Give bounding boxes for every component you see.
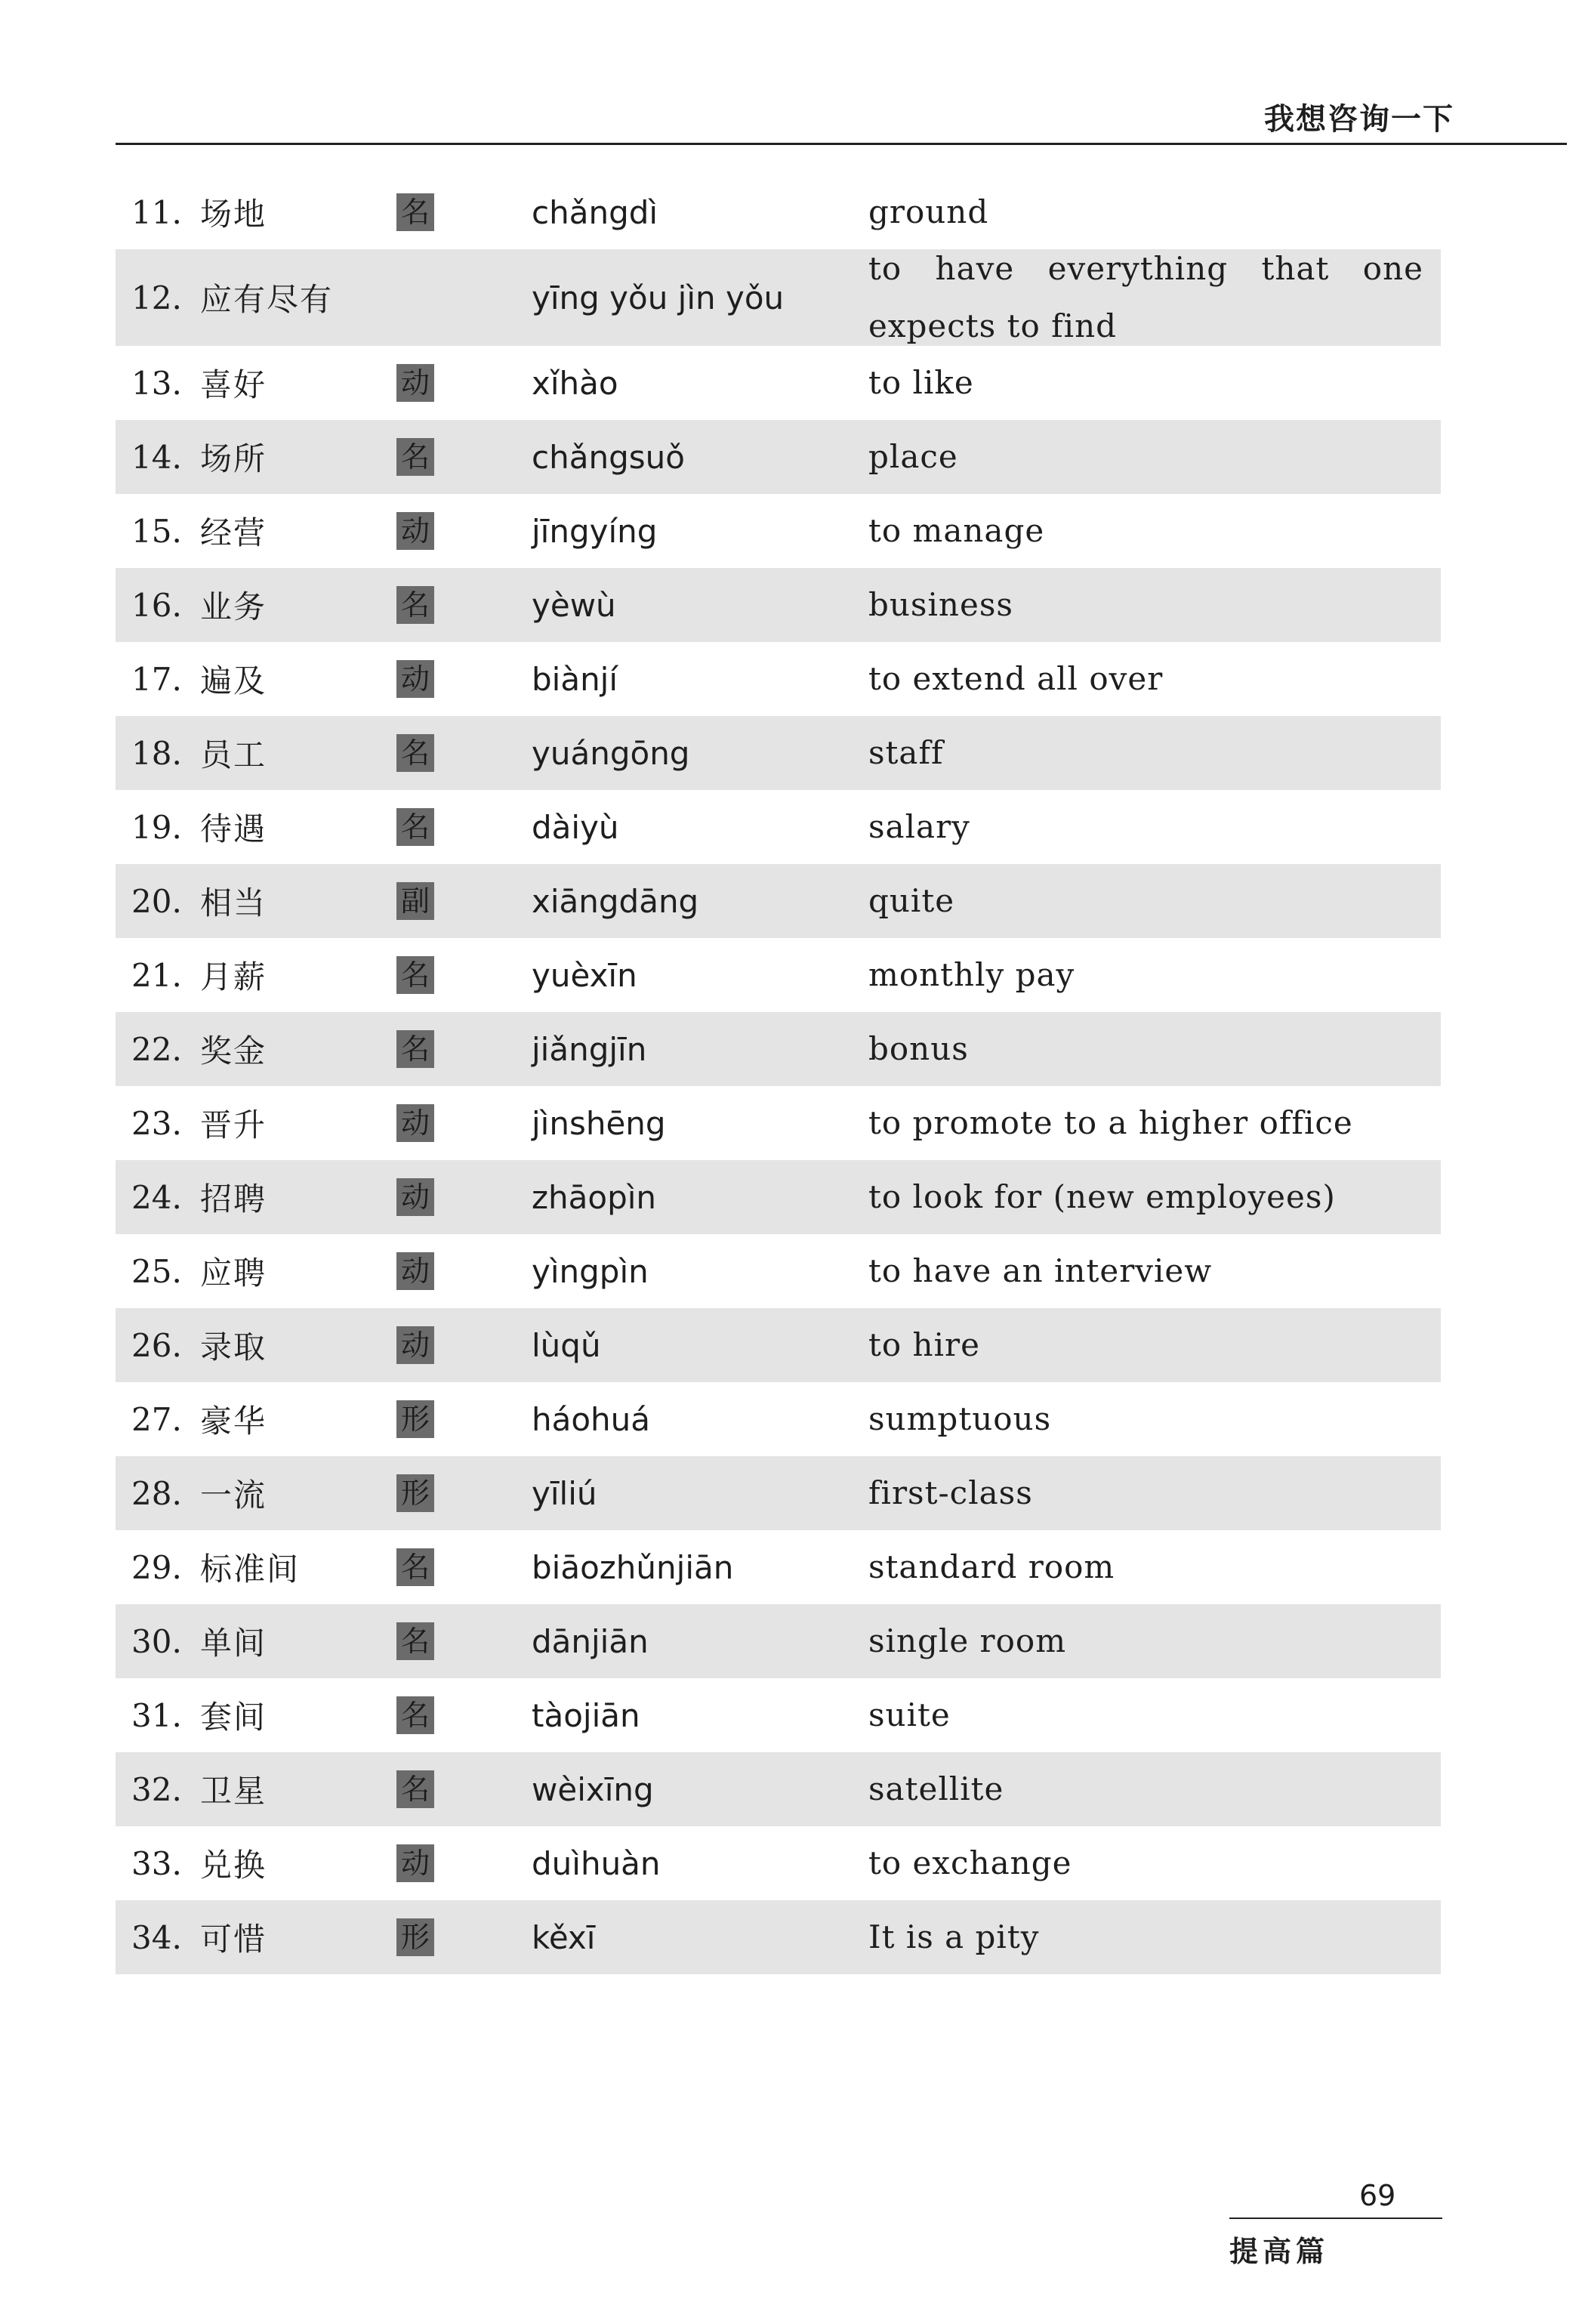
part-of-speech-badge: 动: [396, 1104, 434, 1142]
part-of-speech-badge: 动: [396, 512, 434, 550]
vocab-row: [116, 494, 1441, 568]
chinese-word: 套间: [200, 1699, 267, 1736]
part-of-speech-badge: 形: [396, 1918, 434, 1956]
chinese-word: 一流: [200, 1477, 267, 1514]
english-definition: first-class: [868, 1474, 1033, 1511]
vocab-row: [116, 175, 1441, 249]
pinyin: dàiyù: [532, 808, 619, 846]
vocab-row: [116, 249, 1441, 346]
vocab-row: [116, 1678, 1441, 1752]
part-of-speech-cell: [396, 716, 434, 790]
entry-number: 29.: [131, 1548, 182, 1586]
entry-number: 34.: [131, 1918, 182, 1956]
chinese-word: 场所: [200, 440, 267, 477]
part-of-speech-badge: 副: [396, 882, 434, 920]
part-of-speech-badge: 形: [396, 1400, 434, 1438]
part-of-speech-cell: [396, 1456, 434, 1530]
english-definition: monthly pay: [868, 956, 1075, 993]
part-of-speech-cell: [396, 1678, 434, 1752]
chinese-word: 可惜: [200, 1921, 267, 1958]
chinese-word: 遍及: [200, 662, 267, 699]
pinyin: yīliú: [532, 1474, 597, 1512]
entry-number: 22.: [131, 1030, 182, 1068]
english-definition: bonus: [868, 1030, 969, 1067]
vocab-row: [116, 938, 1441, 1012]
part-of-speech-cell: [396, 1530, 434, 1604]
part-of-speech-badge: 名: [396, 734, 434, 772]
entry-number: 18.: [131, 734, 182, 772]
entry-number: 31.: [131, 1696, 182, 1734]
chinese-word: 应有尽有: [200, 281, 334, 318]
part-of-speech-badge: 名: [396, 1622, 434, 1660]
part-of-speech-badge: 动: [396, 1844, 434, 1882]
vocab-row: [116, 1752, 1441, 1826]
vocab-row: [116, 1456, 1441, 1530]
pinyin: yīng yǒu jìn yǒu: [532, 279, 785, 316]
pinyin: lùqǔ: [532, 1326, 601, 1364]
vocab-row: [116, 1382, 1441, 1456]
entry-number: 14.: [131, 438, 182, 476]
chinese-word: 兑换: [200, 1847, 267, 1884]
entry-number: 26.: [131, 1326, 182, 1364]
english-definition: ground: [868, 193, 989, 230]
entry-number: 17.: [131, 660, 182, 698]
vocab-row: [116, 1604, 1441, 1678]
part-of-speech-badge: 名: [396, 586, 434, 624]
chinese-word: 喜好: [200, 366, 267, 403]
part-of-speech-badge: 名: [396, 808, 434, 846]
vocab-row: [116, 790, 1441, 864]
english-definition: salary: [868, 808, 970, 845]
english-definition: to exchange: [868, 1844, 1072, 1881]
part-of-speech-badge: 名: [396, 193, 434, 231]
english-definition: to like: [868, 364, 974, 401]
chinese-word: 应聘: [200, 1255, 267, 1292]
entry-number: 16.: [131, 586, 182, 624]
entry-number: 25.: [131, 1252, 182, 1290]
vocabulary-table: [116, 175, 1441, 1974]
english-definition: to promote to a higher office: [868, 1104, 1353, 1141]
vocab-row: [116, 864, 1441, 938]
pinyin: tàojiān: [532, 1696, 640, 1734]
english-definition: to have everything that one expects to find: [868, 250, 1423, 344]
entry-number: 13.: [131, 364, 182, 402]
vocab-row: [116, 1308, 1441, 1382]
part-of-speech-badge: 名: [396, 1548, 434, 1586]
part-of-speech-badge: 名: [396, 1696, 434, 1734]
running-header-title: 我想咨询一下: [1264, 102, 1454, 137]
chinese-word: 卫星: [200, 1773, 267, 1810]
vocab-row: [116, 642, 1441, 716]
vocab-row: [116, 716, 1441, 790]
chinese-word: 奖金: [200, 1032, 267, 1069]
pinyin: biāozhǔnjiān: [532, 1548, 734, 1586]
part-of-speech-badge: 动: [396, 1252, 434, 1290]
chinese-word: 标准间: [200, 1551, 301, 1588]
part-of-speech-cell: [396, 346, 434, 420]
part-of-speech-cell: [396, 1086, 434, 1160]
part-of-speech-cell: [396, 1012, 434, 1086]
part-of-speech-cell: [396, 175, 434, 249]
english-definition: suite: [868, 1696, 951, 1733]
part-of-speech-cell: [396, 864, 434, 938]
entry-number: 23.: [131, 1104, 182, 1142]
vocab-row: [116, 1012, 1441, 1086]
part-of-speech-cell: [396, 1752, 434, 1826]
english-definition: standard room: [868, 1548, 1115, 1585]
chinese-word: 录取: [200, 1329, 267, 1366]
part-of-speech-badge: 动: [396, 1178, 434, 1216]
part-of-speech-cell: [396, 1234, 434, 1308]
part-of-speech-cell: [396, 568, 434, 642]
chinese-word: 员工: [200, 736, 267, 773]
chinese-word: 月薪: [200, 958, 267, 995]
pinyin: dānjiān: [532, 1622, 649, 1660]
part-of-speech-cell: [396, 494, 434, 568]
pinyin: biànjí: [532, 660, 618, 698]
chinese-word: 场地: [200, 196, 267, 233]
vocab-row: [116, 1234, 1441, 1308]
english-definition: quite: [868, 882, 955, 919]
part-of-speech-cell: [396, 420, 434, 494]
entry-number: 19.: [131, 808, 182, 846]
part-of-speech-cell: [396, 938, 434, 1012]
entry-number: 15.: [131, 512, 182, 550]
english-definition: to hire: [868, 1326, 980, 1363]
part-of-speech-badge: 动: [396, 364, 434, 402]
part-of-speech-cell: [396, 1382, 434, 1456]
entry-number: 30.: [131, 1622, 182, 1660]
pinyin: yìngpìn: [532, 1252, 649, 1290]
pinyin: chǎngdì: [532, 193, 658, 231]
entry-number: 24.: [131, 1178, 182, 1216]
part-of-speech-badge: 形: [396, 1474, 434, 1512]
english-definition: sumptuous: [868, 1400, 1052, 1437]
english-definition: It is a pity: [868, 1918, 1040, 1955]
vocab-row: [116, 1826, 1441, 1900]
pinyin: duìhuàn: [532, 1844, 661, 1882]
chinese-word: 招聘: [200, 1181, 267, 1218]
vocab-row: [116, 568, 1441, 642]
entry-number: 28.: [131, 1474, 182, 1512]
part-of-speech-badge: 动: [396, 660, 434, 698]
entry-number: 11.: [131, 193, 182, 231]
chinese-word: 相当: [200, 884, 267, 921]
footer-divider: [1229, 2218, 1442, 2219]
vocab-row: [116, 1900, 1441, 1974]
part-of-speech-cell: [396, 1826, 434, 1900]
pinyin: kěxī: [532, 1918, 596, 1956]
chinese-word: 单间: [200, 1625, 267, 1662]
english-definition: to look for (new employees): [868, 1178, 1336, 1215]
pinyin: yèwù: [532, 586, 616, 624]
page-number: 69: [1359, 2179, 1396, 2212]
vocab-row: [116, 1160, 1441, 1234]
pinyin: jìnshēng: [532, 1104, 666, 1142]
chinese-word: 待遇: [200, 810, 267, 847]
english-definition: to have an interview: [868, 1252, 1213, 1289]
header-divider: [116, 143, 1567, 145]
pinyin: chǎngsuǒ: [532, 438, 685, 476]
part-of-speech-badge: 名: [396, 1030, 434, 1068]
pinyin: xiāngdāng: [532, 882, 699, 920]
entry-number: 21.: [131, 956, 182, 994]
entry-number: 20.: [131, 882, 182, 920]
part-of-speech-cell: [396, 1900, 434, 1974]
english-definition: to extend all over: [868, 660, 1164, 697]
vocab-row: [116, 1086, 1441, 1160]
pinyin: wèixīng: [532, 1770, 654, 1808]
part-of-speech-cell: [396, 1160, 434, 1234]
vocab-row: [116, 346, 1441, 420]
part-of-speech-cell: [396, 1604, 434, 1678]
pinyin: zhāopìn: [532, 1178, 657, 1216]
english-definition: business: [868, 586, 1013, 623]
english-definition: single room: [868, 1622, 1067, 1659]
part-of-speech-badge: 名: [396, 956, 434, 994]
pinyin: jiǎngjīn: [532, 1030, 647, 1068]
english-definition: place: [868, 438, 958, 475]
part-of-speech-cell: [396, 1308, 434, 1382]
pinyin: jīngyíng: [532, 512, 658, 550]
entry-number: 33.: [131, 1844, 182, 1882]
vocab-row: [116, 420, 1441, 494]
pinyin: xǐhào: [532, 364, 618, 402]
chinese-word: 经营: [200, 514, 267, 551]
english-definition: satellite: [868, 1770, 1004, 1807]
pinyin: yuèxīn: [532, 956, 637, 994]
chinese-word: 豪华: [200, 1403, 267, 1440]
entry-number: 12.: [131, 279, 182, 316]
part-of-speech-cell: [396, 642, 434, 716]
part-of-speech-cell: [396, 790, 434, 864]
footer-section-label: 提高篇: [1229, 2234, 1330, 2268]
pinyin: yuángōng: [532, 734, 690, 772]
chinese-word: 晋升: [200, 1106, 267, 1143]
vocab-row: [116, 1530, 1441, 1604]
english-definition: staff: [868, 734, 944, 771]
english-definition: to manage: [868, 512, 1045, 549]
entry-number: 32.: [131, 1770, 182, 1808]
pinyin: háohuá: [532, 1400, 651, 1438]
chinese-word: 业务: [200, 588, 267, 625]
part-of-speech-badge: 名: [396, 438, 434, 476]
part-of-speech-badge: 名: [396, 1770, 434, 1808]
entry-number: 27.: [131, 1400, 182, 1438]
part-of-speech-badge: 动: [396, 1326, 434, 1364]
